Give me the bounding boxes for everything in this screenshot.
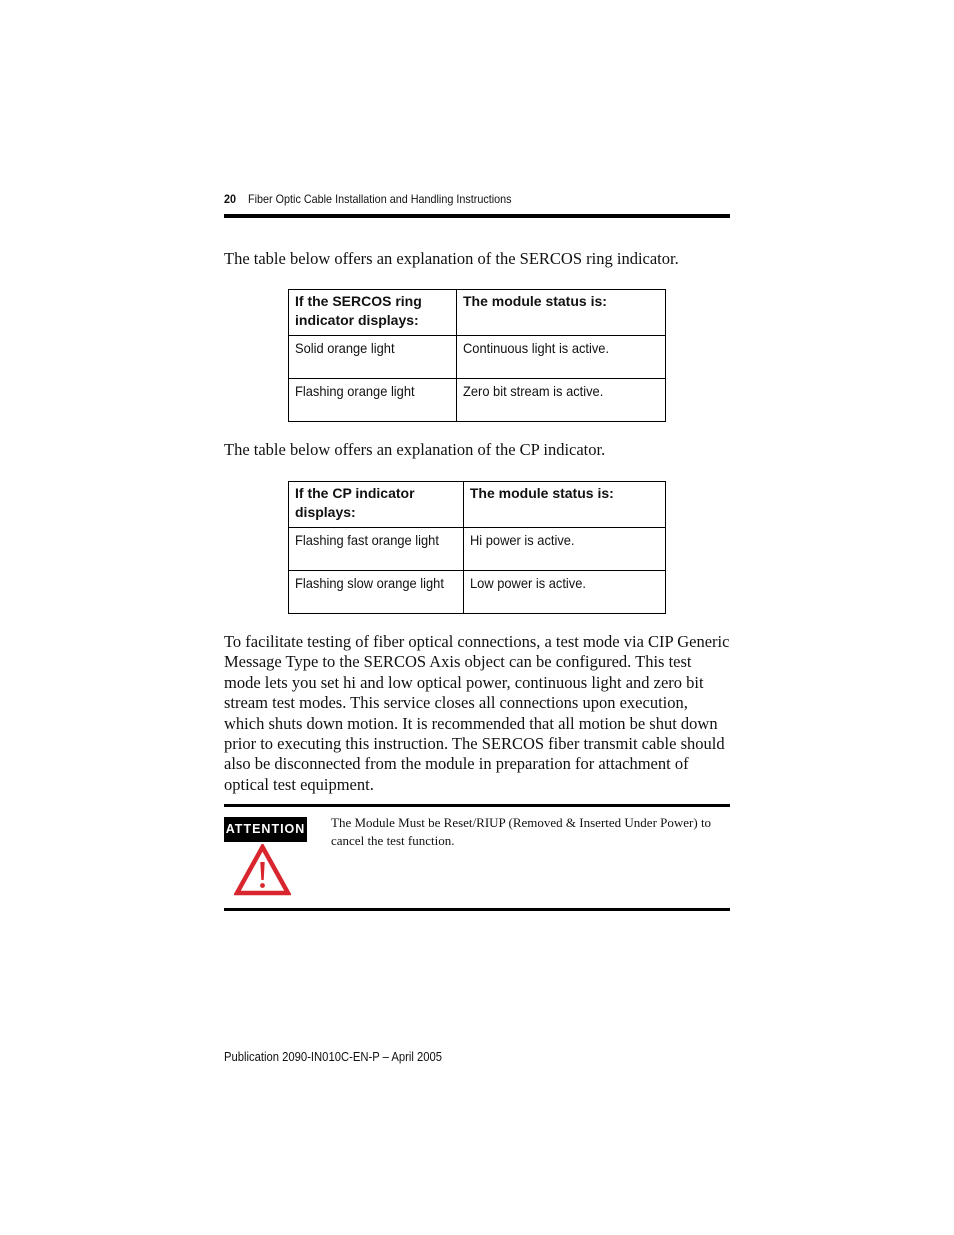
table-header-row <box>289 290 666 336</box>
intro-sercos-table: The table below offers an explanation of the SERCOS ring indicator. <box>224 249 679 268</box>
header-rule <box>224 214 730 218</box>
intro-cp-table: The table below offers an explanation of the CP indicator. <box>224 440 606 459</box>
cell-display: Solid orange light <box>289 336 457 379</box>
cp-indicator-table <box>288 481 666 614</box>
page-number: 20 <box>224 192 237 206</box>
warning-triangle-icon <box>234 844 291 896</box>
test-mode-paragraph: To facilitate testing of fiber optical connections, a test mode via CIP Generic Message Type to the SERCOS Axis object can be configured. This test mode lets you set hi and low optical power, continuous light and zero bit stream test modes. This service closes all connections upon execution, which shuts down motion. It is recommended that all motion be shut down prior to executing this instruction. The SERCOS fiber transmit cable should also be disconnected from the module in preparation for attachment of optical test equipment. <box>224 632 730 794</box>
cell-display: Flashing fast orange light <box>289 528 464 571</box>
page-header <box>224 192 679 210</box>
cell-status: Hi power is active. <box>463 528 665 571</box>
attention-rule-bottom <box>224 908 730 911</box>
attention-rule-top <box>224 804 730 807</box>
column-header-status: The module status is: <box>463 482 665 528</box>
header-title: Fiber Optic Cable Installation and Handling Instructions <box>248 192 512 206</box>
sercos-indicator-table <box>288 289 666 422</box>
cell-status: Zero bit stream is active. <box>457 379 666 422</box>
table-row <box>289 571 666 614</box>
attention-label: ATTENTION <box>224 817 307 842</box>
column-header-display: If the CP indicator displays: <box>289 482 464 528</box>
table-row <box>289 336 666 379</box>
publication-footer: Publication 2090-IN010C-EN-P – April 2005 <box>224 1050 443 1064</box>
column-header-display: If the SERCOS ring indicator displays: <box>289 290 457 336</box>
attention-text: The Module Must be Reset/RIUP (Removed & Inserted Under Power) to cancel the test function. <box>331 815 712 848</box>
table-header-row <box>289 482 666 528</box>
cell-status: Continuous light is active. <box>457 336 666 379</box>
cell-status: Low power is active. <box>463 571 665 614</box>
table-row <box>289 379 666 422</box>
cell-display: Flashing slow orange light <box>289 571 464 614</box>
column-header-status: The module status is: <box>457 290 666 336</box>
cell-display: Flashing orange light <box>289 379 457 422</box>
table-row <box>289 528 666 571</box>
